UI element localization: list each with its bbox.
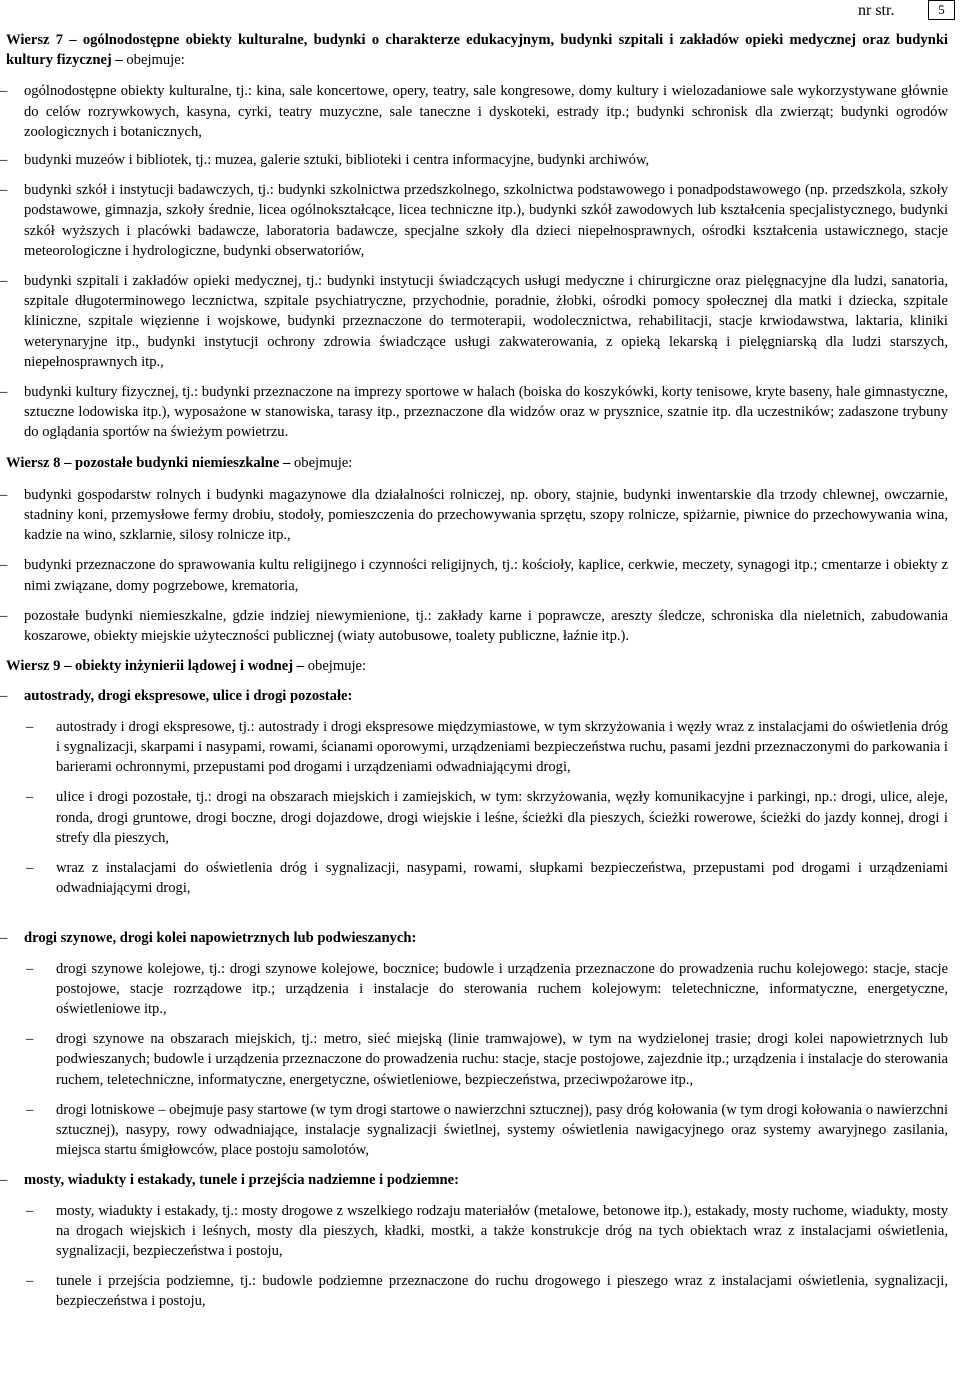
list-item-text: budynki gospodarstw rolnych i budynki magazynowe dla działalności rolniczej, np. obory, stajnie, budynki inwentarskie dla trzody chlewnej, owczarnie, stadniny koni, przemysłowe fermy drobiu, stodoły, pomieszczenia do przechowywania sprzętu, szopy rolnicze, spiżarnie, piwnice do przechowywania wina, kadzie na wino, szklarnie, silosy rolnicze itp.,	[24, 486, 948, 544]
bullet-dash: –	[26, 960, 34, 977]
roads-item-2	[6, 787, 948, 848]
roads-item-1	[6, 717, 948, 778]
section-9-title-rest: obejmuje:	[304, 658, 367, 675]
rail-item-2	[6, 1029, 948, 1090]
section-7-item-1	[0, 81, 948, 142]
list-item-text: mosty, wiadukty i estakady, tj.: mosty drogowe z wszelkiego rodzaju materiałów (metalowe, betonowe itp.), estakady, mosty ruchome, wiadukty, mosty na drogach wiejskich i leśnych, mosty dla pieszych, kładki, mostki, a także konstrukcje dróg na tych obiektach wraz z instalacjami oświetlenia, sygnalizacji, bezpieczeństwa i postoju,	[56, 1202, 948, 1259]
group-roads-title	[0, 686, 948, 706]
list-item-text: ulice i drogi pozostałe, tj.: drogi na obszarach miejskich i zamiejskich, w tym: skrzyżowania, węzły komunikacyjne i parkingi, np.: drogi, ulice, aleje, ronda, drogi gruntowe, drogi boczne, drogi dojazdowe, drogi wiejskie i leśne, ścieżki dla pieszych, ścieżki rowerowe, ścieżki do jazdy konnej, drogi i strefy dla pieszych,	[56, 789, 948, 846]
section-9-title	[6, 656, 948, 676]
group-rail-title	[0, 928, 948, 948]
section-8-title-bold: Wiersz 8 – pozostałe budynki niemieszkalne –	[6, 454, 291, 471]
bullet-dash: –	[0, 930, 8, 947]
bullet-dash: –	[26, 1031, 34, 1048]
group-title-text: mosty, wiadukty i estakady, tunele i przejścia nadziemne i podziemne:	[24, 1172, 459, 1189]
list-item-text: autostrady i drogi ekspresowe, tj.: autostrady i drogi ekspresowe międzymiastowe, w tym skrzyżowania i węzły wraz z instalacjami do oświetlenia dróg i sygnalizacji, skarpami i nasypami, rowami, ścianami oporowymi, urządzeniami bezpieczeństwa ruchu, pasami jezdni przeznaczonymi do parkowania i barierami ochronnymi, przepustami pod drogami i urządzeniami odwadniającymi drogi,	[56, 718, 948, 776]
bridges-item-2	[6, 1271, 948, 1311]
section-9-title-bold: Wiersz 9 – obiekty inżynierii lądowej i wodnej –	[6, 658, 305, 675]
group-title-text: drogi szynowe, drogi kolei napowietrznych lub podwieszanych:	[24, 930, 417, 947]
section-8-title	[6, 453, 948, 473]
document-body	[0, 30, 948, 1312]
section-7-title-rest: obejmuje:	[122, 52, 185, 69]
bullet-dash: –	[0, 384, 8, 401]
section-7-title-bold: Wiersz 7 – ogólnodostępne obiekty kulturalne, budynki o charakterze edukacyjnym, budynki szpitali i zakładów opieki medycznej oraz budynki kultury fizycznej –	[6, 32, 948, 69]
bullet-dash: –	[0, 83, 8, 100]
group-bridges-title	[0, 1170, 948, 1190]
section-8-item-3	[0, 606, 948, 646]
section-8-item-1	[0, 485, 948, 546]
bullet-dash: –	[26, 1273, 34, 1290]
bullet-dash: –	[0, 607, 8, 624]
bullet-dash: –	[0, 688, 8, 705]
bullet-dash: –	[0, 152, 8, 169]
bullet-dash: –	[0, 182, 8, 199]
list-item-text: budynki przeznaczone do sprawowania kultu religijnego i czynności religijnych, tj.: kościoły, kaplice, cerkwie, meczety, synagogi itp.; cmentarze i obiekty z nimi związane, domy pogrzebowe, krematoria,	[24, 557, 948, 594]
list-item-text: budynki muzeów i bibliotek, tj.: muzea, galerie sztuki, biblioteki i centra informacyjne, budynki archiwów,	[24, 152, 650, 169]
bullet-dash: –	[26, 718, 34, 735]
page-number-label: nr str.	[858, 2, 895, 19]
section-7-item-2	[0, 150, 948, 170]
bullet-dash: –	[26, 1202, 34, 1219]
list-item-text: drogi szynowe na obszarach miejskich, tj.: metro, sieć miejską (linie tramwajowe), w tym na wydzielonej trasie; drogi kolei napowietrznych lub podwieszanych; budowle i urządzenia przeznaczone do prowadzenia ruchu: stacje, stacje postojowe, zajezdnie itp.; urządzenia i instalacje do sterowania ruchem, teletechniczne, informatyczne, energetyczne, oświetleniowe, bezpieczeństwa, przeciwpożarowe itp.,	[56, 1031, 948, 1088]
bullet-dash: –	[0, 1172, 8, 1189]
page-number-box: 5	[928, 0, 955, 20]
section-8-title-rest: obejmuje:	[290, 454, 353, 471]
list-item-text: drogi lotniskowe – obejmuje pasy startowe (w tym drogi startowe o nawierzchni sztucznej), pasy dróg kołowania (w tym drogi kołowania o nawierzchni sztucznej), nasypy, rowy odwadniające, instalacje sygnalizacji świetlnej, systemy oświetlenia nawigacyjnego oraz systemy awaryjnego zasilania, miejsca startu śmigłowców, place postoju samolotów,	[56, 1101, 948, 1159]
list-item-text: pozostałe budynki niemieszkalne, gdzie indziej niewymienione, tj.: zakłady karne i poprawcze, areszty śledcze, schroniska dla nieletnich, zabudowania koszarowe, obiekty miejskie użyteczności publicznej (wiaty autobusowe, toalety publiczne, łaźnie itp.).	[24, 607, 948, 645]
rail-item-1	[6, 959, 948, 1020]
list-item-text: budynki szkół i instytucji badawczych, tj.: budynki szkolnictwa przedszkolnego, szkolnictwa podstawowego i ponadpodstawowego (np. przedszkola, szkoły podstawowe, gimnazja, szkoły średnie, licea ogólnokształcące, licea techniczne itp.), budynki szkół zawodowych lub kształcenia specjalistycznego, budynki szkół wyższych i placówki badawcze, laboratoria badawcze, specjalne szkoły dla dzieci niepełnosprawnych, ośrodki kształcenia ustawicznego, stacje meteorologiczne i hydrologiczne, budynki obserwatoriów,	[24, 182, 948, 259]
bridges-item-1	[6, 1201, 948, 1262]
rail-item-3	[6, 1100, 948, 1161]
roads-item-3	[6, 858, 948, 898]
list-item-text: drogi szynowe kolejowe, tj.: drogi szynowe kolejowe, bocznice; budowle i urządzenia przeznaczone do prowadzenia ruchu kolejowego: stacje, stacje postojowe, stacje rozrządowe itp.; urządzenia i instalacje do sterowania ruchem kolejowym: teletechniczne, informatyczne, energetyczne, oświetleniowe itp.,	[56, 960, 948, 1017]
bullet-dash: –	[0, 273, 8, 290]
group-title-text: autostrady, drogi ekspresowe, ulice i drogi pozostałe:	[24, 688, 353, 705]
list-item-text: wraz z instalacjami do oświetlenia dróg i sygnalizacji, nasypami, rowami, słupkami bezpieczeństwa, przepustami pod drogami i urządzeniami odwadniającymi drogi,	[56, 859, 948, 897]
bullet-dash: –	[26, 859, 34, 876]
section-8-item-2	[0, 555, 948, 595]
bullet-dash: –	[0, 557, 8, 574]
bullet-dash: –	[26, 789, 34, 806]
list-item-text: ogólnodostępne obiekty kulturalne, tj.: kina, sale koncertowe, opery, teatry, sale kongresowe, domy kultury i wielozadaniowe sale wykorzystywane głównie do celów rozrywkowych, kasyna, cyrki, teatry muzyczne, sale taneczne i dyskoteki, estrady itp.; budynki schronisk dla zwierząt; budynki ogrodów zoologicznych i botanicznych,	[24, 83, 948, 140]
list-item-text: budynki kultury fizycznej, tj.: budynki przeznaczone na imprezy sportowe w halach (boiska do koszykówki, korty tenisowe, kryte baseny, hale gimnastyczne, sztuczne lodowiska itp.), wyposażone w stanowiska, tarasy itp., przeznaczone dla widzów oraz w prysznice, szatnie itp. dla uczestników; zadaszone trybuny do oglądania sportów na świeżym powietrzu.	[24, 384, 948, 441]
page-header	[0, 0, 960, 22]
bullet-dash: –	[0, 486, 8, 503]
section-7-item-5	[0, 382, 948, 443]
section-7-item-4	[0, 271, 948, 372]
section-7-item-3	[0, 180, 948, 261]
section-7-title	[6, 30, 948, 70]
list-item-text: tunele i przejścia podziemne, tj.: budowle podziemne przeznaczone do ruchu drogowego i pieszego wraz z instalacjami oświetlenia, sygnalizacji, bezpieczeństwa i postoju,	[56, 1273, 948, 1310]
bullet-dash: –	[26, 1101, 34, 1118]
list-item-text: budynki szpitali i zakładów opieki medycznej, tj.: budynki instytucji świadczących usługi medyczne i chirurgiczne oraz pielęgnacyjne dla ludzi, sanatoria, szpitale długoterminowego lecznictwa, szpitale psychiatryczne, przychodnie, poradnie, żłobki, ośrodki pomocy społecznej dla matki i dziecka, szpitale kliniczne, szpitale więzienne i wojskowe, budynki przeznaczone do termoterapii, wodolecznictwa, rehabilitacji, stacje krwiodawstwa, laktaria, kliniki weterynaryjne itp., budynki instytucji ochrony zdrowia świadczące usługi zakwaterowania, z opieką lekarską i pielęgniarską dla ludzi starszych, niepełnosprawnych itp.,	[24, 273, 948, 370]
